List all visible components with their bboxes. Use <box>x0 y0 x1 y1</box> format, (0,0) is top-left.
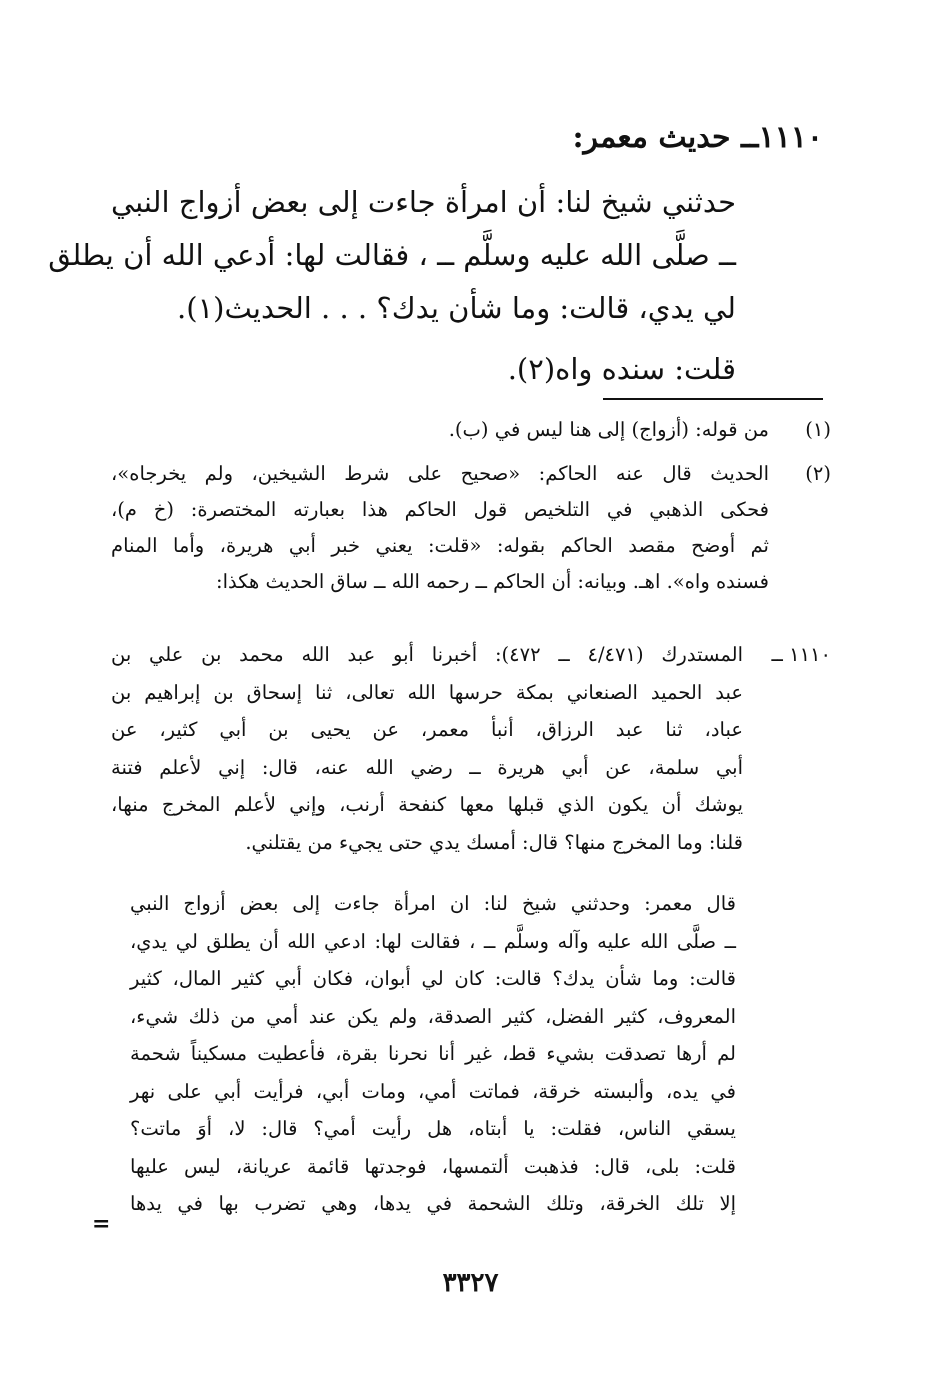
narration-line: لم أرها تصدقت بشيء قط، غير أنا نحرنا بقرة، فأعطيت مسكيناً شحمة <box>130 1042 736 1065</box>
footnotes-section <box>111 412 831 608</box>
hadith-source-line: يوشك أن يكون الذي قبلها معها كنفحة أرنب، وإني لأعلم المخرج منها، <box>111 793 743 816</box>
hadith-source-block <box>111 636 831 861</box>
narration-line: ــ صلَّى الله عليه وآله وسلَّم ــ ، فقالت لها: ادعي الله أن يطلق لي يدي، <box>130 929 736 953</box>
hadith-source-line: قلنا: وما المخرج منها؟ قال: أمسك يدي حتى يجيء من يقتلني. <box>245 830 743 854</box>
footnote-2 <box>111 456 831 600</box>
footnote-1 <box>111 412 831 448</box>
narration-line: قال معمر: وحدثني شيخ لنا: ان امرأة جاءت إلى بعض أزواج النبي <box>130 892 736 915</box>
main-text-line: لي يدي، قالت: وما شأن يدك؟ . . . الحديث(١). <box>177 291 736 325</box>
hadith-source-body <box>111 636 743 861</box>
main-text-block <box>48 176 736 396</box>
footnote-body <box>111 456 769 600</box>
footnote-line: فسنده واه». اهـ. وبيانه: أن الحاكم ــ رحمه الله ــ ساق الحديث هكذا: <box>216 570 769 593</box>
author-note: قلت: سنده واه(٢). <box>507 352 736 386</box>
hadith-source-line: المستدرك (٤/٤٧١ ــ ٤٧٢): أخبرنا أبو عبد الله محمد بن علي بن <box>111 643 743 666</box>
hadith-heading: ١١١٠ــ حديث معمر: <box>572 120 823 155</box>
main-text-line: ــ صلَّى الله عليه وسلَّم ــ ، فقالت لها: أدعي الله أن يطلق <box>48 238 736 272</box>
narration-block <box>130 885 736 1223</box>
continuation-mark: = <box>92 1211 111 1237</box>
narration-line: في يده، وألبسته خرقة، فماتت أمي، ومات أبي، فرأيت أبي على نهر <box>130 1079 736 1103</box>
main-text-line: حدثني شيخ لنا: أن امرأة جاءت إلى بعض أزواج النبي <box>110 185 736 219</box>
hadith-source-row <box>111 636 831 861</box>
hadith-source-number: ١١١٠ ــ <box>771 643 831 666</box>
hadith-source-line: أبي سلمة، عن أبي هريرة ــ رضي الله عنه، قال: إني لأعلم فتنة <box>111 755 743 779</box>
footnote-body <box>111 412 769 448</box>
page-number: ٣٣٢٧ <box>442 1268 499 1298</box>
hadith-source-line: عباد، ثنا عبد الرزاق، أنبأ معمر، عن يحيى بن أبي كثير، عن <box>111 718 743 741</box>
narration-line: يسقي الناس، فقلت: يا أبتاه، هل رأيت أمي؟ قال: لا، أوَ ماتت؟ <box>130 1117 736 1140</box>
footnote-line: ثم أوضح مقصد الحاكم بقوله: «قلت: يعني خبر أبي هريرة، وأما المنام <box>111 534 769 557</box>
narration-line: المعروف، كثير الفضل، كثير الصدقة، ولم يكن عند أمي من ذلك شيء، <box>130 1004 736 1028</box>
narration-line: قلت: بلى، قال: فذهبت ألتمسها، فوجدتها قائمة عريانة، ليس عليها <box>130 1154 736 1178</box>
footnote-line: الحديث قال عنه الحاكم: «صحيح على شرط الشيخين، ولم يخرجاه»، <box>111 462 769 485</box>
narration-line: إلا تلك الخرقة، وتلك الشحمة في يدها، وهي تضرب بها في يدها <box>130 1192 736 1215</box>
narration-line: قالت: وما شأن يدك؟ قالت: كان لي أبوان، فكان أبي كثير المال، كثير <box>130 967 736 990</box>
footnote-divider <box>603 398 823 400</box>
footnote-line: فحكى الذهبي في التلخيص قول الحاكم هذا بعبارته المختصرة: (خ م)، <box>111 498 769 521</box>
footnote-number: (٢) <box>805 462 831 485</box>
footnote-number: (١) <box>805 418 831 441</box>
footnote-line: من قوله: (أزواج) إلى هنا ليس في (ب). <box>448 418 769 441</box>
hadith-source-line: عبد الحميد الصنعاني بمكة حرسها الله تعالى، ثنا إسحاق بن إبراهيم بن <box>111 680 743 704</box>
